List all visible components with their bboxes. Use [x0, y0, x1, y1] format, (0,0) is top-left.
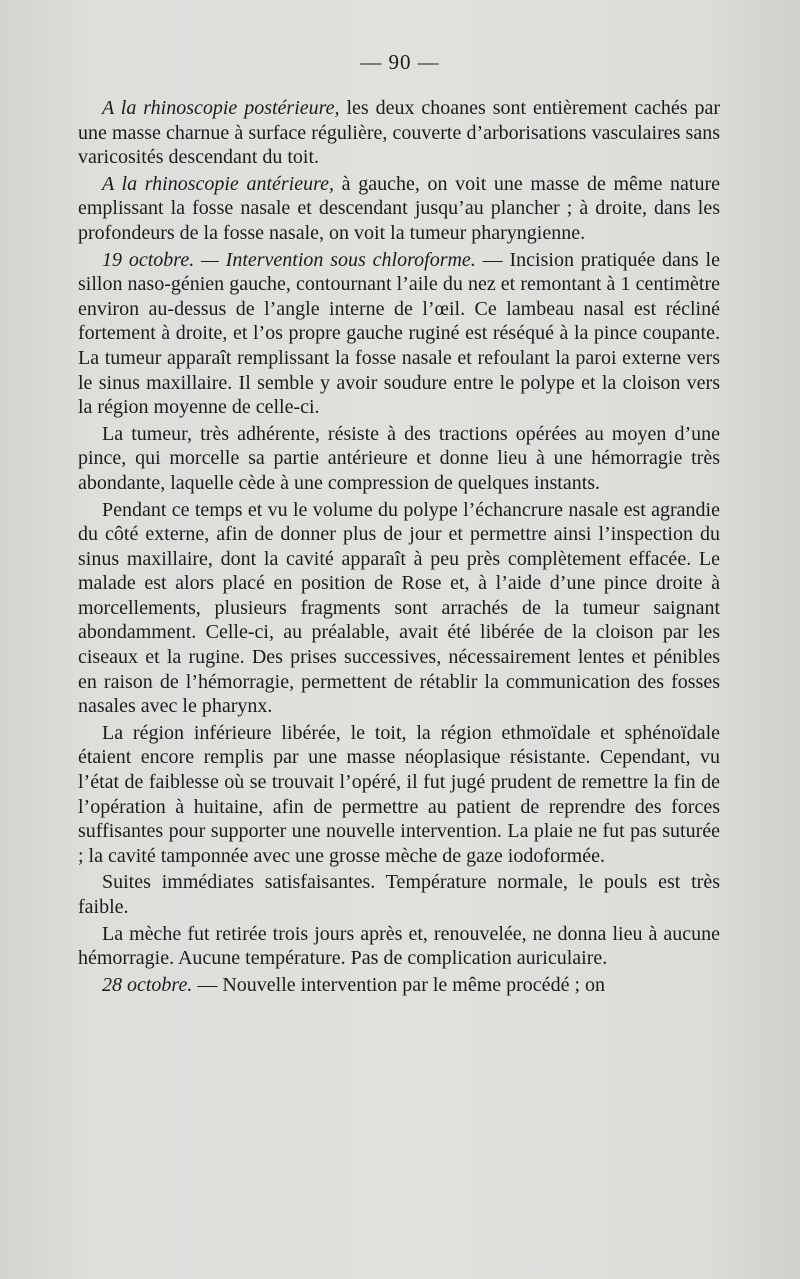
paragraph-text: La tumeur, très adhérente, résiste à des tractions opérées au moyen d’une pince, qui morcelle sa partie antérieure et donne lieu à une hémorragie très abondante, laquelle cède à une compression de quelques instants. [78, 422, 720, 494]
paragraph-lead: A la rhinoscopie postérieure, [102, 97, 340, 119]
page-number: — 90 — [360, 50, 440, 74]
paragraph-text: La mèche fut retirée trois jours après et, renouvelée, ne donna lieu à aucune hémorragie. Aucune température. Pas de complication auriculaire. [78, 922, 720, 970]
paragraph-text: La région inférieure libérée, le toit, la région ethmoïdale et sphénoïdale étaient encore remplis par une masse néoplasique résistante. Cependant, vu l’état de faiblesse où se trouvait l’opéré, il fut jugé prudent de remettre la fin de l’opération à huitaine, afin de permettre au patient de reprendre des forces suffisantes pour supporter une nouvelle intervention. La plaie ne fut pas suturée ; la cavité tamponnée avec une grosse mèche de gaze iodoformée. [78, 721, 720, 867]
paragraph-text: les deux choanes sont entièrement cachés par une masse charnue à surface régulière, couverte d’arborisations vasculaires sans varicosités descendant du toit. [78, 97, 720, 169]
paragraph-text: Suites immédiates satisfaisantes. Température normale, le pouls est très faible. [78, 871, 720, 918]
paragraph-meche-retiree [78, 922, 720, 971]
paragraph-text: Pendant ce temps et vu le volume du polype l’échancrure nasale est agrandie du côté externe, afin de donner plus de jour et permettre ainsi l’inspection du sinus maxillaire, dont la cavité apparaît à peu près complètement effacée. Le malade est alors placé en position de Rose et, à l’aide d’une pince droite à morcellements, plusieurs fragments sont arrachés de la tumeur saignant abondamment. Celle-ci, au préalable, avait été libérée de la cloison par les ciseaux et la rugine. Des prises successives, nécessairement lentes et pénibles en raison de l’hémorragie, permettent de rétablir la communication des fosses nasales avec le pharynx. [78, 498, 720, 718]
paragraph-rhinoscopie-anterieure [78, 172, 720, 246]
paragraph-suites-immediates [78, 870, 720, 919]
paragraph-19-octobre [78, 248, 720, 420]
paragraph-lead: A la rhinoscopie antérieure, [102, 172, 335, 195]
paragraph-lead: 28 octobre. [102, 973, 193, 996]
paragraph-lead: 19 octobre. — Intervention sous chloroforme. [102, 248, 476, 271]
paragraph-pendant-ce-temps [78, 498, 720, 719]
paragraph-text: — Nouvelle intervention par le même procédé ; on [192, 973, 605, 996]
page-body [78, 96, 720, 999]
paragraph-28-octobre [78, 973, 720, 998]
paragraph-tumeur-adherente [78, 422, 720, 496]
paragraph-rhinoscopie-posterieure [78, 96, 720, 170]
paragraph-text: à gauche, on voit une masse de même nature emplissant la fosse nasale et descendant jusqu’au plancher ; à droite, dans les profondeurs de la fosse nasale, on voit la tumeur pharyngienne. [78, 172, 720, 244]
paragraph-region-inferieure [78, 721, 720, 869]
paragraph-text: — Incision pratiquée dans le sillon naso-génien gauche, contournant l’aile du nez et remontant à 1 centimètre environ au-dessus de l’angle interne de l’œil. Ce lambeau nasal est récliné fortement à droite, et l’os propre gauche ruginé est réséqué à la pince coupante. La tumeur apparaît remplissant la fosse nasale et refoulant la paroi externe vers le sinus maxillaire. Il semble y avoir soudure entre le polype et la cloison vers la région moyenne de celle-ci. [78, 248, 720, 419]
